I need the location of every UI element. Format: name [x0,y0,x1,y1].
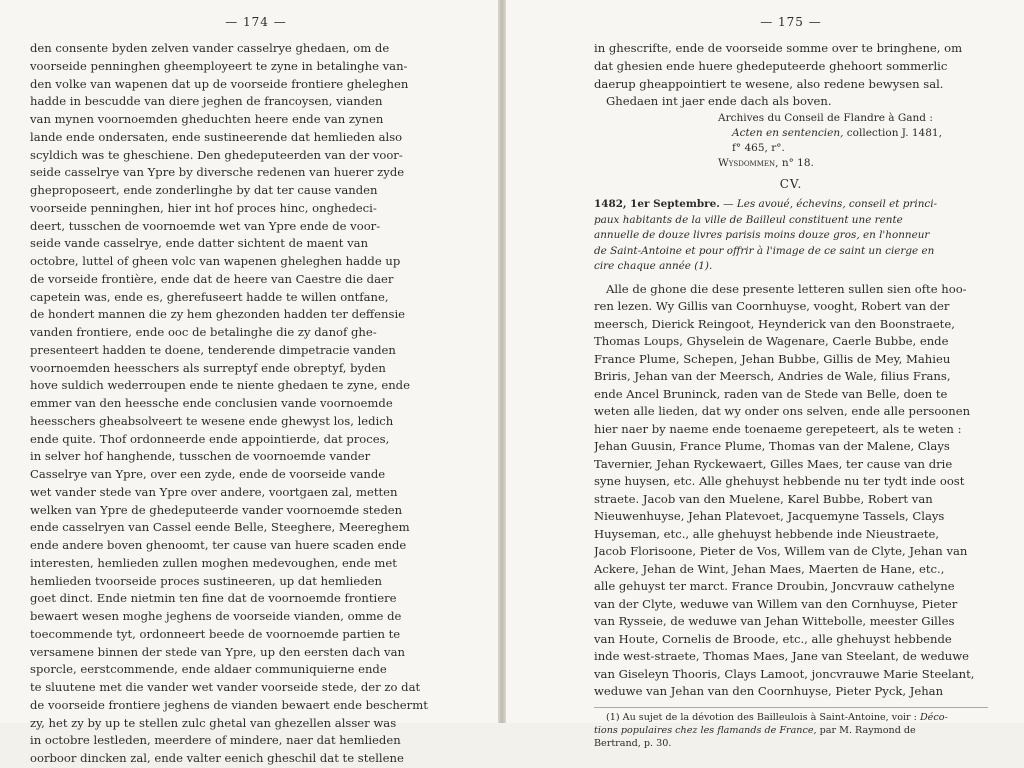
source-name: Wysdommen, [718,157,779,169]
page-number-left: — 174 — [225,15,287,29]
text-line: capetein was, ende es, gherefuseert hadde te willen ontfane, [30,289,389,304]
text-line: goet dinct. Ende nietmin ten fine dat de voornoemde frontiere [30,591,397,606]
text-line: emmer van den heessche ende conclusien vande voornoemde [30,396,393,410]
summary-line: — Les avoué, échevins, conseil et princi- [723,198,938,210]
text-line: deert, tusschen de voornoemde wet van Ypre ende de voor- [30,218,381,233]
footnote-italic: Déco- [919,711,948,723]
text-line: octobre, luttel of gheen volc van wapenen gheleghen hadde up [30,254,401,268]
text-line: voornoemden heesschers als surreptyf ende obreptyf, byden [30,360,386,375]
text-line: scyldich was te gheschiene. Den ghedeputeerden van der voor- [30,147,403,162]
summary-line-first [594,197,988,213]
left-page [0,0,498,765]
text-line: inde west-straete, Thomas Maes, Jane van Steelant, de weduwe [594,649,970,663]
text-line: voorseide penninghen, hier int hof proces hinc, onghedeci- [30,200,377,215]
page-number-right: — 175 — [760,15,822,29]
text-line: versamene binnen der stede van Ypre, up den eersten dach van [30,644,405,659]
source-wysdommen [718,156,988,171]
source-folio: f° 465, r°. [732,142,785,154]
text-line: presenteert hadden te doene, tenderende dimpetracie vanden [30,342,396,357]
text-line: ende quite. Thof ordonneerde ende appointierde, dat proces, [30,431,390,446]
footnote [594,707,988,750]
text-line: France Plume, Schepen, Jehan Bubbe, Gillis de Mey, Mahieu [594,351,951,366]
text-line: syne huysen, etc. Alle ghehuyst hebbende nu ter tydt inde oost [594,474,965,488]
footnote-line-2 [594,724,988,737]
section-number: CV. [779,177,803,191]
text-line: hier naer by naeme ende toenaeme gerepeteert, als te weten : [594,421,962,436]
text-line: in ghescrifte, ende de voorseide somme over te bringhene, om [594,41,963,55]
book-gutter [498,0,506,723]
text-line: Jehan Guusin, France Plume, Thomas van der Malene, Clays [594,439,950,453]
text-line: meersch, Dierick Reingoot, Heynderick van den Boonstraete, [594,316,955,331]
text-line: Jacob Florisoone, Pieter de Vos, Willem van de Clyte, Jehan van [594,544,968,558]
source-collection: collection J. 1481, [846,127,942,139]
text-line: toecommende tyt, ordonneert beede de voornoemde partien te [30,626,401,641]
text-line: Ackere, Jehan de Wint, Jehan Maes, Maerten de Hane, etc., [594,561,945,576]
text-line: Ghedaen int jaer ende dach als boven. [606,94,832,109]
text-line: de voorseide frontiere jeghens de vianden bewaert ende beschermt [30,697,428,712]
footnote-text: (1) Au sujet de la dévotion des Bailleulois à Saint-Antoine, voir : [606,711,917,723]
text-line: Briris, Jehan van der Meersch, Andries de Wale, filius Frans, [594,369,951,383]
text-line: sporcle, eerstcommende, ende aldaer communiquierne ende [30,662,387,677]
text-line: Thomas Loups, Ghyselein de Wagenare, Caerle Bubbe, ende [594,334,949,348]
text-line: gheproposeert, ende zonderlinghe by dat ter cause vanden [30,183,378,197]
text-line: bewaert wesen moghe jeghens de voorseide vianden, omme de [30,609,402,623]
text-line: van mynen voornoemden gheduchten heere ende van zynen [30,112,384,126]
text-line: lande ende ondersaten, ende sustineerende dat hemlieden also [30,129,403,144]
source-acts [718,126,988,141]
source-number: n° 18. [781,157,814,169]
footnote-text: par M. Raymond de [819,724,916,736]
text-line: van der Clyte, weduwe van Willem van den Cornhuyse, Pieter [594,596,958,611]
text-line: Alle de ghone die dese presente letteren sullen sien ofte hoo- [606,281,967,296]
summary-line: de Saint-Antoine et pour offrir à l'image de ce saint un cierge en [594,244,935,257]
text-line: zy, het zy by up te stellen zulc ghetal van ghezellen alsser was [30,715,397,730]
text-line: Casselrye van Ypre, over een zyde, ende de voorseide vande [30,467,386,481]
text-line: voorseide penninghen gheemployeert te zyne in betalinghe van- [30,58,408,73]
text-line: den volke van wapenen dat up de voorseide frontiere gheleghen [30,76,409,91]
text-line: in octobre lestleden, meerdere of mindere, naer dat hemlieden [30,733,401,748]
right-top-text [594,40,988,111]
summary-line: cire chaque année (1). [594,260,713,272]
source-archive: Archives du Conseil de Flandre à Gand : [718,112,933,124]
left-text-body [30,40,482,768]
text-line: van Giseleyn Thooris, Clays Lamoot, joncvrauwe Marie Steelant, [594,666,975,681]
text-line: in selver hof hanghende, tusschen de voornoemde vander [30,449,371,464]
text-line: seide vande casselrye, ende datter sichtent de maent van [30,236,369,251]
summary-line: paux habitants de la ville de Bailleul constituent une rente [594,213,903,226]
text-line: ende casselryen van Cassel eende Belle, Steeghere, Meereghem [30,520,410,535]
text-line: van Rysseie, de weduwe van Jehan Wittebolle, meester Gilles [594,614,955,628]
text-line: dat ghesien ende huere ghedeputeerde ghehoort sommerlic [594,58,948,73]
text-line: ende Ancel Bruninck, raden van de Stede van Belle, doen te [594,386,948,401]
text-line: de vorseide frontière, ende dat de heere van Caestre die daer [30,271,394,286]
text-line: ren lezen. Wy Gillis van Coornhuyse, vooght, Robert van der [594,299,950,313]
text-line: weduwe van Jehan van den Coornhuyse, Pieter Pyck, Jehan [594,684,944,698]
text-line: welken van Ypre de ghedeputeerde vander voornoemde steden [30,502,403,517]
text-line: de hondert mannen die zy hem ghezonden hadden ter deffensie [30,307,406,322]
text-line: hemlieden tvoorseide proces sustineeren, up dat hemlieden [30,573,382,588]
text-line: daerup gheappointiert te wesene, also redene bewysen sal. [594,76,944,91]
summary-line: annuelle de douze livres parisis moins douze gros, en l'honneur [594,229,930,241]
text-line: heesschers gheabsolveert te wesene ende ghewyst los, ledich [30,413,394,428]
text-line: te sluutene met die vander wet vander voorseide stede, der zo dat [30,680,421,694]
text-line: hove suldich wederroupen ende te niente ghedaen te zyne, ende [30,378,410,393]
footnote-italic: tions populaires chez les flamands de France, [594,724,817,736]
right-page [506,0,1024,749]
footnote-line-1 [606,711,988,724]
footnote-line-3: Bertrand, p. 30. [594,737,672,749]
right-text-body [594,281,988,701]
text-line: oorboor dincken zal, ende valter eenich gheschil dat te stellene [30,751,404,765]
text-line: weten alle lieden, dat wy onder ons selven, ende alle persoonen [594,404,971,418]
text-line: van Houte, Cornelis de Broode, etc., alle ghehuyst hebbende [594,631,952,646]
text-line: wet vander stede van Ypre over andere, voortgaen zal, metten [30,484,398,499]
text-line: hadde in bescudde van diere jeghen de francoysen, vianden [30,94,383,109]
text-line: seide casselrye van Ypre by diversche redenen van huerer zyde [30,165,405,180]
text-line: vanden frontiere, ende ooc de betalinghe die zy danof ghe- [30,325,377,339]
text-line: straete. Jacob van den Muelene, Karel Bubbe, Robert van [594,491,933,506]
text-line: Nieuwenhuyse, Jehan Platevoet, Jacquemyne Tassels, Clays [594,509,945,523]
text-line: ende andere boven ghenoomt, ter cause van huere scaden ende [30,538,407,552]
text-line: alle gehuyst ter marct. France Droubin, Joncvrauw cathelyne [594,579,955,593]
text-line: Huyseman, etc., alle ghehuyst hebbende inde Nieustraete, [594,526,940,541]
source-acts-title: Acten en sentencien, [732,127,844,139]
text-line: interesten, hemlieden zullen moghen medevoughen, ende met [30,555,397,570]
summary-date: 1482, 1er Septembre. [594,198,720,210]
text-line: den consente byden zelven vander casselrye ghedaen, om de [30,41,390,55]
archive-source [594,111,988,171]
charter-summary [594,197,988,275]
text-line: Tavernier, Jehan Ryckewaert, Gilles Maes, ter cause van drie [594,456,953,471]
